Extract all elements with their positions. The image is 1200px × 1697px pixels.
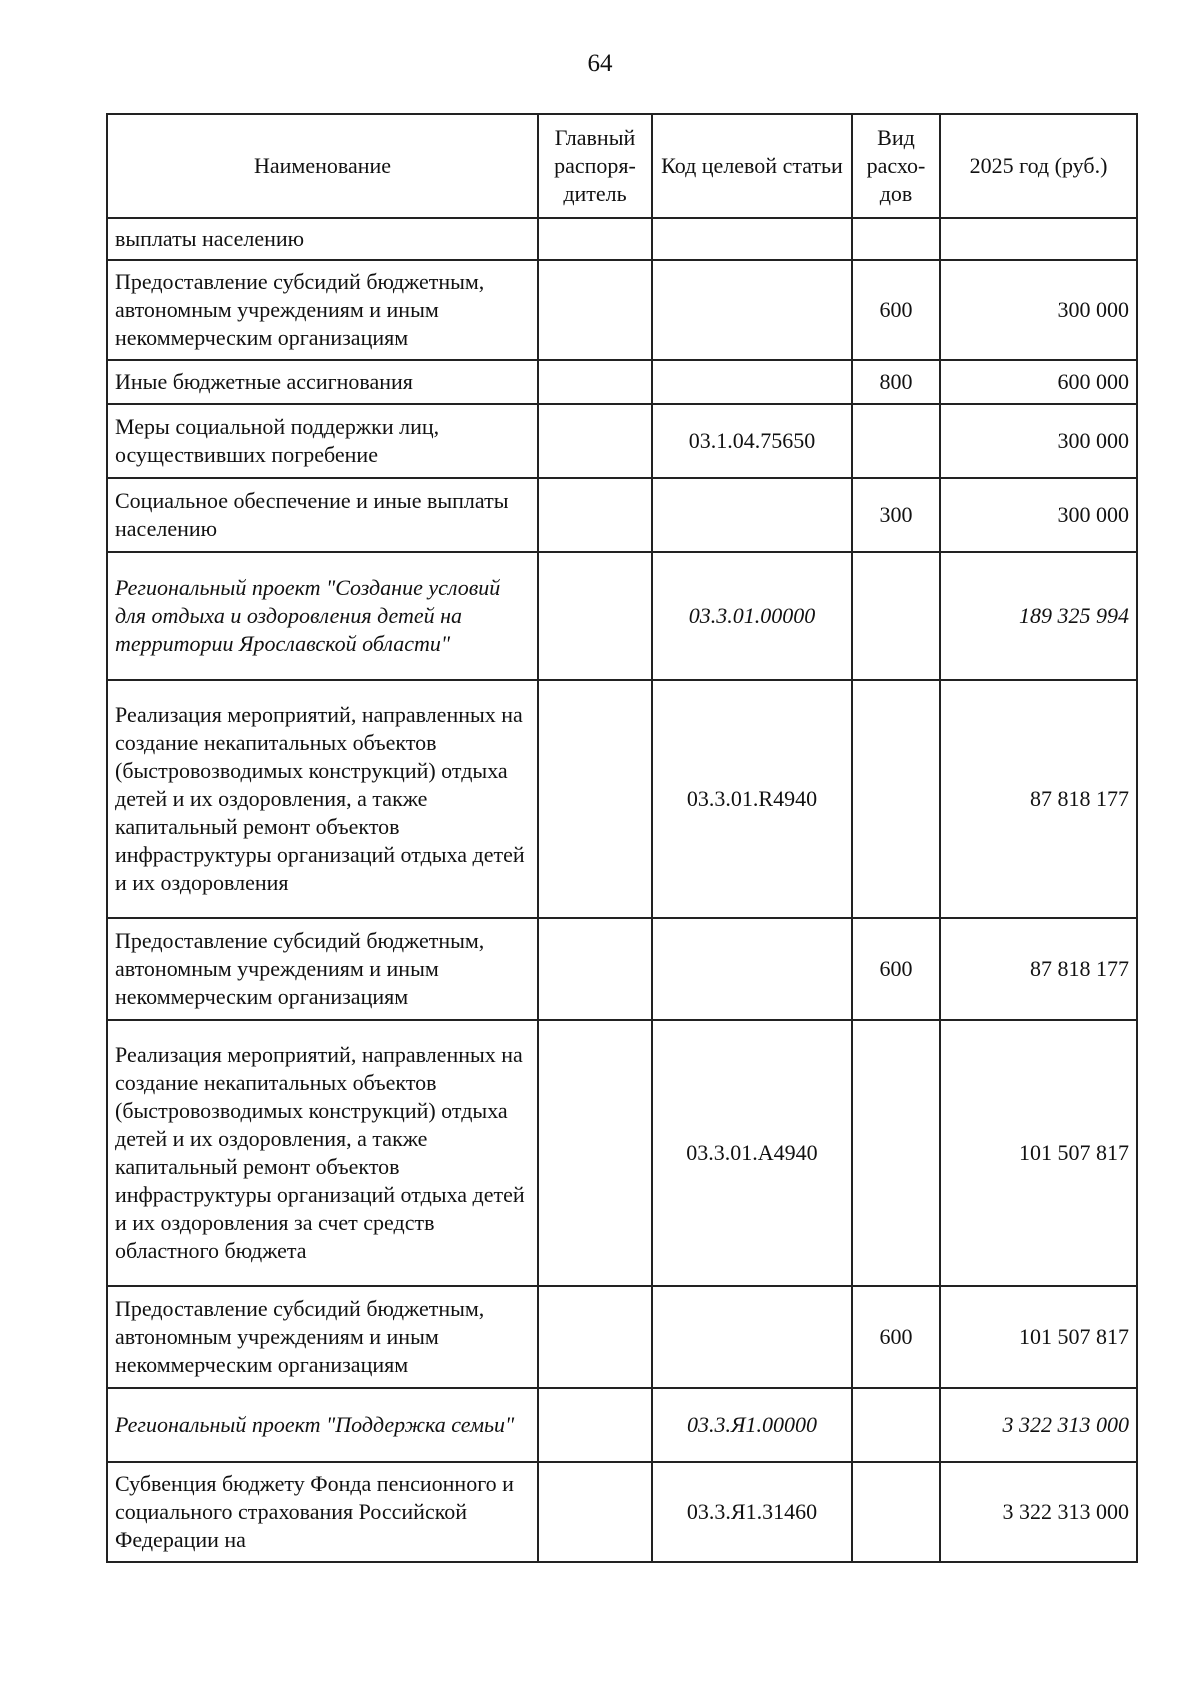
row-expense-type (852, 1388, 940, 1462)
header-year-2025: 2025 год (руб.) (940, 114, 1137, 218)
row-target-code: 03.3.01.А4940 (652, 1020, 852, 1286)
row-name: Предоставление субсидий бюджетным, автономным учреждениям и иным некоммерческим организациям (107, 1286, 538, 1388)
header-target-code: Код целевой статьи (652, 114, 852, 218)
row-expense-type: 600 (852, 1286, 940, 1388)
budget-table (106, 113, 1138, 1563)
row-sum-2025: 101 507 817 (940, 1286, 1137, 1388)
row-main-manager (538, 1286, 652, 1388)
row-target-code: 03.3.Я1.00000 (652, 1388, 852, 1462)
row-name: Региональный проект "Создание условий для отдыха и оздоровления детей на территории Ярославской области" (107, 552, 538, 680)
row-target-code: 03.3.01.R4940 (652, 680, 852, 918)
row-name: Субвенция бюджету Фонда пенсионного и социального страхования Российской Федерации на (107, 1462, 538, 1562)
row-expense-type (852, 404, 940, 478)
row-main-manager (538, 478, 652, 552)
row-main-manager (538, 918, 652, 1020)
table-row (107, 1388, 1137, 1462)
header-name: Наименование (107, 114, 538, 218)
header-expense-type: Вид расхо-дов (852, 114, 940, 218)
row-sum-2025: 300 000 (940, 478, 1137, 552)
row-sum-2025: 87 818 177 (940, 680, 1137, 918)
row-target-code: 03.3.Я1.31460 (652, 1462, 852, 1562)
row-sum-2025: 101 507 817 (940, 1020, 1137, 1286)
row-expense-type: 600 (852, 918, 940, 1020)
row-expense-type: 300 (852, 478, 940, 552)
table-row (107, 1462, 1137, 1562)
row-target-code (652, 260, 852, 360)
table-row (107, 918, 1137, 1020)
row-sum-2025: 300 000 (940, 404, 1137, 478)
row-main-manager (538, 1388, 652, 1462)
table-row (107, 1286, 1137, 1388)
table-row (107, 360, 1137, 404)
row-main-manager (538, 1020, 652, 1286)
row-name: Реализация мероприятий, направленных на создание некапитальных объектов (быстровозводимых конструкций) отдыха детей и их оздоровления, а также капитальный ремонт объектов инфраструктуры организаций отдыха детей и их оздоровления (107, 680, 538, 918)
row-sum-2025: 87 818 177 (940, 918, 1137, 1020)
page-number: 64 (587, 50, 613, 77)
row-main-manager (538, 404, 652, 478)
row-name: Иные бюджетные ассигнования (107, 360, 538, 404)
row-expense-type (852, 552, 940, 680)
row-name: Предоставление субсидий бюджетным, автономным учреждениям и иным некоммерческим организациям (107, 918, 538, 1020)
row-name: Региональный проект "Поддержка семьи" (107, 1388, 538, 1462)
table-row (107, 1020, 1137, 1286)
row-name: Реализация мероприятий, направленных на создание некапитальных объектов (быстровозводимых конструкций) отдыха детей и их оздоровления, а также капитальный ремонт объектов инфраструктуры организаций отдыха детей и их оздоровления за счет средств областного бюджета (107, 1020, 538, 1286)
row-main-manager (538, 680, 652, 918)
row-expense-type (852, 218, 940, 260)
row-sum-2025: 300 000 (940, 260, 1137, 360)
row-target-code (652, 218, 852, 260)
row-name: выплаты населению (107, 218, 538, 260)
row-target-code: 03.3.01.00000 (652, 552, 852, 680)
table-row (107, 218, 1137, 260)
row-name: Социальное обеспечение и иные выплаты населению (107, 478, 538, 552)
table-row (107, 260, 1137, 360)
row-target-code (652, 478, 852, 552)
table-header-row (107, 114, 1137, 218)
row-sum-2025 (940, 218, 1137, 260)
row-target-code: 03.1.04.75650 (652, 404, 852, 478)
row-expense-type (852, 680, 940, 918)
row-expense-type (852, 1020, 940, 1286)
row-target-code (652, 918, 852, 1020)
row-sum-2025: 189 325 994 (940, 552, 1137, 680)
row-sum-2025: 3 322 313 000 (940, 1462, 1137, 1562)
row-target-code (652, 1286, 852, 1388)
table-row (107, 552, 1137, 680)
row-name: Предоставление субсидий бюджетным, автономным учреждениям и иным некоммерческим организациям (107, 260, 538, 360)
row-name: Меры социальной поддержки лиц, осуществивших погребение (107, 404, 538, 478)
row-target-code (652, 360, 852, 404)
table-row (107, 478, 1137, 552)
row-expense-type (852, 1462, 940, 1562)
row-main-manager (538, 552, 652, 680)
row-main-manager (538, 1462, 652, 1562)
row-expense-type: 800 (852, 360, 940, 404)
row-sum-2025: 3 322 313 000 (940, 1388, 1137, 1462)
row-expense-type: 600 (852, 260, 940, 360)
row-main-manager (538, 218, 652, 260)
table-row (107, 680, 1137, 918)
row-main-manager (538, 360, 652, 404)
row-sum-2025: 600 000 (940, 360, 1137, 404)
table-row (107, 404, 1137, 478)
header-main-manager: Главный распоря-дитель (538, 114, 652, 218)
row-main-manager (538, 260, 652, 360)
